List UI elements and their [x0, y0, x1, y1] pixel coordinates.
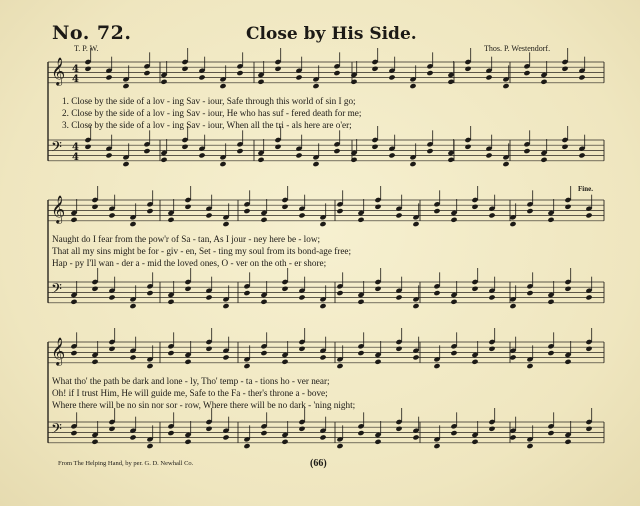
note-head [412, 434, 419, 440]
note-head [260, 430, 267, 436]
note-head [564, 359, 571, 365]
note-head [412, 303, 419, 309]
note-head [281, 359, 288, 365]
lyric-line-system3-verse3: Where there will be no sin nor sor - row, Where there will be no dark - 'ning night; [52, 400, 356, 410]
note-head [433, 290, 440, 296]
note-head [243, 443, 250, 449]
note-head [181, 144, 188, 150]
note-head [371, 66, 378, 72]
note-head [412, 221, 419, 227]
note-head [243, 363, 250, 369]
note-head [257, 79, 264, 85]
lyric-line-system1-verse3: 3. Close by the side of a lov - ing Sav - iour, When all the tri - als here are o'er; [62, 120, 352, 130]
note-head [129, 354, 136, 360]
note-head [578, 152, 585, 158]
note-head [298, 346, 305, 352]
note-head [105, 74, 112, 80]
note-head [426, 148, 433, 154]
note-head [319, 354, 326, 360]
note-head [146, 208, 153, 214]
note-head [105, 152, 112, 158]
note-head [371, 144, 378, 150]
note-head [485, 74, 492, 80]
note-head [91, 286, 98, 292]
time-signature: 4 [72, 152, 79, 163]
note-head [564, 439, 571, 445]
note-head [433, 363, 440, 369]
treble-clef: 𝄞 [51, 337, 66, 365]
note-head [426, 70, 433, 76]
note-head [129, 303, 136, 309]
note-head [464, 66, 471, 72]
note-head [540, 157, 547, 163]
note-head [471, 439, 478, 445]
note-head [129, 221, 136, 227]
note-head [585, 294, 592, 300]
note-head [295, 74, 302, 80]
note-head [502, 161, 509, 167]
note-head [395, 294, 402, 300]
note-head [122, 161, 129, 167]
note-head [336, 363, 343, 369]
lyric-line-system2-verse2: That all my sins might be for - giv - en, Set - ting my soul from its bond-age free; [52, 246, 352, 256]
note-head [509, 221, 516, 227]
note-head [547, 350, 554, 356]
note-head [198, 152, 205, 158]
note-head [312, 161, 319, 167]
note-head [146, 290, 153, 296]
note-head [91, 439, 98, 445]
note-head [167, 217, 174, 223]
composer-credit: Thos. P. Westendorf. [484, 44, 551, 53]
note-head [70, 299, 77, 305]
footer-credit: From The Helping Hand, by per. G. D. Newhall Co. [58, 460, 194, 467]
note-head [108, 426, 115, 432]
note-head [70, 350, 77, 356]
note-head [509, 434, 516, 440]
page-number: (66) [310, 458, 327, 469]
note-head [160, 79, 167, 85]
note-head [561, 144, 568, 150]
note-head [236, 148, 243, 154]
treble-clef: 𝄞 [51, 57, 66, 85]
note-head [388, 74, 395, 80]
note-head [502, 83, 509, 89]
note-head [91, 359, 98, 365]
note-head [374, 359, 381, 365]
note-head [526, 208, 533, 214]
note-head [146, 363, 153, 369]
note-head [450, 430, 457, 436]
note-head [243, 208, 250, 214]
note-head [319, 303, 326, 309]
lyric-line-system2-verse3: Hap - py I'll wan - der a - mid the loved ones, O - ver on the oth - er shore; [52, 258, 327, 268]
note-head [585, 346, 592, 352]
note-head [488, 294, 495, 300]
note-head [509, 303, 516, 309]
note-head [236, 70, 243, 76]
note-head [433, 443, 440, 449]
note-head [447, 79, 454, 85]
note-head [143, 70, 150, 76]
note-head [260, 217, 267, 223]
note-head [298, 426, 305, 432]
note-head [409, 83, 416, 89]
note-head [526, 443, 533, 449]
note-head [222, 221, 229, 227]
time-signature: 4 [72, 64, 79, 75]
note-head [222, 434, 229, 440]
note-head [184, 359, 191, 365]
note-head [450, 350, 457, 356]
note-head [260, 350, 267, 356]
note-head [167, 430, 174, 436]
note-head [547, 299, 554, 305]
lyric-line-system1-verse1: 1. Close by the side of a lov - ing Sav - iour, Safe through this world of sin I go; [62, 96, 356, 106]
hymn-title: Close by His Side. [246, 24, 417, 44]
note-head [509, 354, 516, 360]
note-head [564, 286, 571, 292]
time-signature: 4 [72, 74, 79, 85]
note-head [447, 157, 454, 163]
note-head [274, 66, 281, 72]
note-head [108, 212, 115, 218]
hymn-number: No. 72. [52, 22, 132, 44]
note-head [219, 83, 226, 89]
note-head [523, 148, 530, 154]
note-head [395, 212, 402, 218]
note-head [70, 430, 77, 436]
note-head [412, 354, 419, 360]
note-head [295, 152, 302, 158]
note-head [388, 152, 395, 158]
note-head [488, 212, 495, 218]
note-head [146, 443, 153, 449]
note-head [108, 346, 115, 352]
note-head [374, 204, 381, 210]
note-head [260, 299, 267, 305]
note-head [205, 212, 212, 218]
note-head [350, 79, 357, 85]
note-head [409, 161, 416, 167]
note-head [298, 294, 305, 300]
note-head [181, 66, 188, 72]
note-head [219, 161, 226, 167]
note-head [184, 286, 191, 292]
lyric-line-system3-verse1: What tho' the path be dark and lone - ly, Tho' temp - ta - tions ho - ver near; [52, 376, 330, 386]
note-head [167, 350, 174, 356]
note-head [222, 354, 229, 360]
note-head [450, 217, 457, 223]
note-head [395, 346, 402, 352]
note-head [281, 439, 288, 445]
note-head [298, 212, 305, 218]
note-head [281, 204, 288, 210]
note-head [485, 152, 492, 158]
note-head [243, 290, 250, 296]
note-head [91, 204, 98, 210]
note-head [205, 426, 212, 432]
note-head [336, 208, 343, 214]
note-head [561, 66, 568, 72]
note-head [374, 286, 381, 292]
note-head [167, 299, 174, 305]
note-head [433, 208, 440, 214]
note-head [129, 434, 136, 440]
note-head [319, 221, 326, 227]
note-head [205, 346, 212, 352]
fine-marker: Fine. [578, 185, 593, 193]
note-head [488, 426, 495, 432]
time-signature: 4 [72, 142, 79, 153]
note-head [585, 426, 592, 432]
bass-clef: 𝄢 [51, 421, 62, 441]
note-head [585, 212, 592, 218]
note-head [122, 83, 129, 89]
lyric-line-system2-verse1: Naught do I fear from the pow'r of Sa - tan, As I jour - ney here be - low; [52, 234, 321, 244]
bass-clef: 𝄢 [51, 139, 62, 159]
note-head [357, 217, 364, 223]
note-head [488, 346, 495, 352]
note-head [395, 426, 402, 432]
note-head [281, 286, 288, 292]
note-head [540, 79, 547, 85]
lyric-line-system1-verse2: 2. Close by the side of a lov - ing Sav - iour, He who has suf - fered death for me; [62, 108, 362, 118]
note-head [374, 439, 381, 445]
note-head [547, 217, 554, 223]
note-head [333, 70, 340, 76]
note-head [160, 157, 167, 163]
note-head [450, 299, 457, 305]
note-head [526, 363, 533, 369]
bass-clef: 𝄢 [51, 281, 62, 301]
note-head [184, 204, 191, 210]
note-head [471, 359, 478, 365]
note-head [357, 350, 364, 356]
note-head [578, 74, 585, 80]
note-head [257, 157, 264, 163]
note-head [336, 290, 343, 296]
note-head [357, 430, 364, 436]
note-head [471, 286, 478, 292]
note-head [564, 204, 571, 210]
note-head [84, 144, 91, 150]
note-head [547, 430, 554, 436]
note-head [333, 148, 340, 154]
note-head [526, 290, 533, 296]
note-head [336, 443, 343, 449]
note-head [471, 204, 478, 210]
lyric-line-system3-verse2: Oh! if I trust Him, He will guide me, Safe to the Fa - ther's throne a - bove; [52, 388, 328, 398]
note-head [184, 439, 191, 445]
note-head [198, 74, 205, 80]
lyricist-credit: T. P. W. [74, 44, 99, 53]
note-head [350, 157, 357, 163]
note-head [523, 70, 530, 76]
note-head [464, 144, 471, 150]
note-head [205, 294, 212, 300]
note-head [143, 148, 150, 154]
note-head [357, 299, 364, 305]
note-head [222, 303, 229, 309]
note-head [319, 434, 326, 440]
treble-clef: 𝄞 [51, 195, 66, 223]
note-head [70, 217, 77, 223]
note-head [274, 144, 281, 150]
note-head [108, 294, 115, 300]
note-head [312, 83, 319, 89]
note-head [84, 66, 91, 72]
